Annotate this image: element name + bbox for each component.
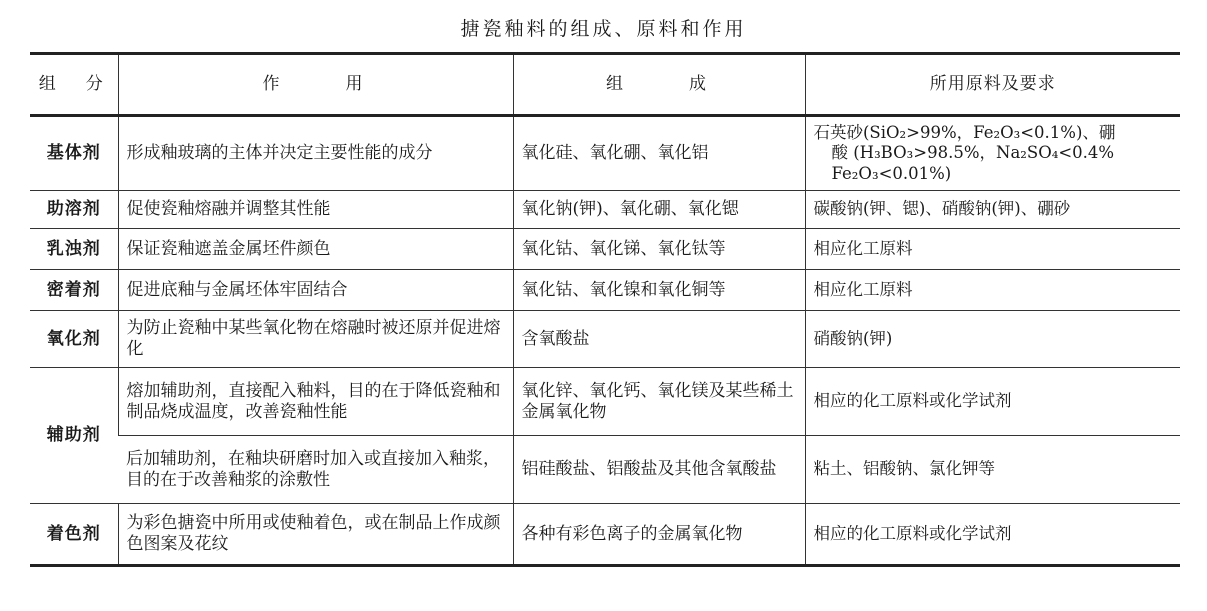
- materials-line: 石英砂(SiO₂>99%，Fe₂O₃<0.1%)、硼: [813, 123, 1116, 143]
- composition-cell: 氧化钴、氧化镍和氧化铜等: [513, 270, 805, 311]
- composition-cell: 各种有彩色离子的金属氧化物: [513, 504, 805, 566]
- materials-cell: 相应的化工原料或化学试剂: [805, 368, 1180, 436]
- function-cell: 为防止瓷釉中某些氧化物在熔融时被还原并促进熔化: [118, 311, 513, 368]
- component-name: 氧化剂: [30, 311, 118, 368]
- composition-cell: 含氧酸盐: [513, 311, 805, 368]
- table-title: 搪瓷釉料的组成、原料和作用: [460, 18, 747, 40]
- function-cell: 保证瓷釉遮盖金属坯件颜色: [118, 229, 513, 270]
- function-cell: 为彩色搪瓷中所用或使釉着色，或在制品上作成颜色图案及花纹: [118, 504, 513, 566]
- function-cell: 形成釉玻璃的主体并决定主要性能的成分: [118, 116, 513, 191]
- component-name: 着色剂: [30, 504, 118, 566]
- composition-cell: 铝硅酸盐、铝酸盐及其他含氧酸盐: [513, 436, 805, 504]
- materials-line: 酸 (H₃BO₃>98.5%，Na₂SO₄<0.4%: [831, 143, 1115, 163]
- materials-cell: 相应化工原料: [805, 270, 1180, 311]
- table-row: [30, 368, 1180, 436]
- materials-cell: 碳酸钠(钾、锶)、硝酸钠(钾)、硼砂: [805, 191, 1180, 229]
- header-row: [30, 54, 1180, 116]
- table-row: [30, 116, 1180, 191]
- table-row: [30, 311, 1180, 368]
- function-cell: 促使瓷釉熔融并调整其性能: [118, 191, 513, 229]
- function-cell: 后加辅助剂，在釉块研磨时加入或直接加入釉浆，目的在于改善釉浆的涂敷性: [118, 436, 513, 504]
- component-name: 基体剂: [30, 116, 118, 191]
- header-component: 组 分: [30, 54, 118, 116]
- materials-cell: 相应化工原料: [805, 229, 1180, 270]
- enamel-glaze-table: [30, 52, 1180, 567]
- materials-cell: 硝酸钠(钾): [805, 311, 1180, 368]
- header-function: 作 用: [118, 54, 513, 116]
- function-cell: 熔加辅助剂，直接配入釉料，目的在于降低瓷釉和制品烧成温度，改善瓷釉性能: [118, 368, 513, 436]
- materials-line: Fe₂O₃<0.01%): [831, 163, 952, 183]
- materials-cell: [805, 116, 1180, 191]
- composition-cell: 氧化钴、氧化锑、氧化钛等: [513, 229, 805, 270]
- materials-cell: 相应的化工原料或化学试剂: [805, 504, 1180, 566]
- table-row: [30, 229, 1180, 270]
- component-name: 助溶剂: [30, 191, 118, 229]
- component-name: 乳浊剂: [30, 229, 118, 270]
- materials-cell: 粘土、铝酸钠、氯化钾等: [805, 436, 1180, 504]
- table-row: [30, 504, 1180, 566]
- table-row: [30, 436, 1180, 504]
- header-composition: 组 成: [513, 54, 805, 116]
- composition-cell: 氧化锌、氧化钙、氧化镁及某些稀土金属氧化物: [513, 368, 805, 436]
- component-name: 密着剂: [30, 270, 118, 311]
- table-row: [30, 270, 1180, 311]
- component-name: 辅助剂: [30, 368, 118, 504]
- composition-cell: 氧化钠(钾)、氧化硼、氧化锶: [513, 191, 805, 229]
- composition-cell: 氧化硅、氧化硼、氧化铝: [513, 116, 805, 191]
- function-cell: 促进底釉与金属坯体牢固结合: [118, 270, 513, 311]
- table-row: [30, 191, 1180, 229]
- header-materials: 所用原料及要求: [805, 54, 1180, 116]
